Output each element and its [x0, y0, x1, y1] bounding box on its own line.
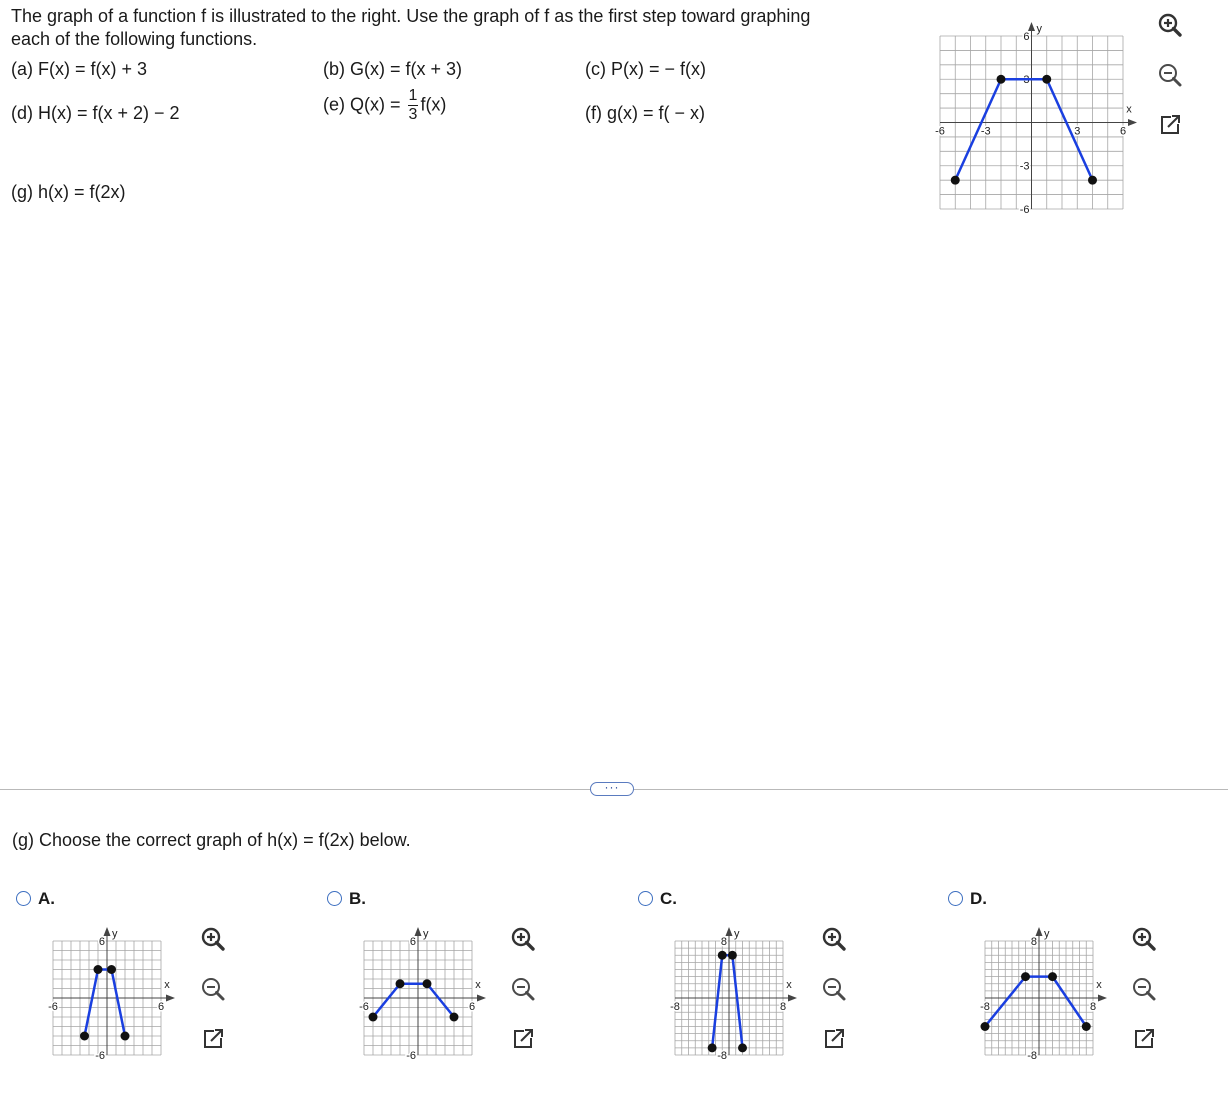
endpoint-dot — [1042, 75, 1051, 84]
y-axis-label: y — [423, 928, 429, 940]
y-axis-label: y — [112, 928, 118, 940]
endpoint-dot — [738, 1043, 747, 1052]
zoom-in-icon[interactable] — [1156, 11, 1184, 39]
y-tick-label: 8 — [720, 935, 727, 948]
option-c[interactable] — [638, 889, 677, 909]
x-tick-label: -8 — [980, 1001, 990, 1013]
x-tick-label: -6 — [48, 1001, 58, 1013]
popout-icon[interactable] — [1130, 1025, 1158, 1053]
endpoint-dot — [396, 979, 405, 988]
part-b: (b) G(x) = f(x + 3) — [323, 59, 463, 79]
endpoint-dot — [708, 1043, 717, 1052]
option-c-label: C. — [660, 889, 677, 908]
popout-icon[interactable] — [820, 1025, 848, 1053]
option-b-radio[interactable] — [327, 891, 342, 906]
part-d: (d) H(x) = f(x + 2) − 2 — [11, 103, 180, 123]
y-axis-label: y — [734, 928, 740, 940]
y-axis-arrow — [1036, 927, 1043, 936]
x-tick-label: 3 — [1074, 125, 1081, 138]
problem-intro: The graph of a function f is illustrated to the right. Use the graph of f as the first step toward graphing each of the following functions. — [11, 6, 811, 49]
x-tick-label: 6 — [157, 1001, 165, 1013]
endpoint-dot — [1021, 972, 1030, 981]
show-more-button[interactable]: ··· — [590, 782, 634, 796]
option-d-graph — [972, 922, 1122, 1072]
x-tick-label: -3 — [980, 125, 991, 138]
part-f: (f) g(x) = f( − x) — [585, 103, 706, 123]
x-axis-arrow — [788, 995, 797, 1002]
x-axis-label: x — [1126, 103, 1132, 116]
x-axis-label: x — [475, 979, 481, 991]
x-tick-label: -6 — [935, 125, 945, 138]
zoom-out-icon[interactable] — [820, 975, 848, 1003]
option-d-radio[interactable] — [948, 891, 963, 906]
x-tick-label: 6 — [1119, 125, 1127, 138]
endpoint-dot — [369, 1013, 378, 1022]
function-curve — [85, 970, 126, 1037]
option-a-label: A. — [38, 889, 55, 908]
popout-icon[interactable] — [199, 1025, 227, 1053]
popout-icon[interactable] — [1156, 111, 1184, 139]
endpoint-dot — [728, 951, 737, 960]
endpoint-dot — [107, 965, 116, 974]
x-tick-label: -6 — [359, 1001, 369, 1013]
y-tick-label: 6 — [1023, 30, 1030, 43]
fraction-numerator: 1 — [408, 87, 418, 104]
x-axis-label: x — [164, 979, 170, 991]
endpoint-dot — [94, 965, 103, 974]
main-function-graph — [930, 12, 1142, 217]
option-c-graph — [662, 922, 812, 1072]
part-e — [323, 88, 446, 123]
zoom-out-icon[interactable] — [1156, 61, 1184, 89]
endpoint-dot — [951, 176, 960, 185]
y-tick-label: -6 — [406, 1049, 416, 1062]
x-tick-label: 8 — [779, 1001, 787, 1013]
x-axis-label: x — [786, 979, 792, 991]
y-tick-label: -6 — [1019, 203, 1030, 216]
endpoint-dot — [997, 75, 1006, 84]
y-axis-arrow — [104, 927, 111, 936]
x-tick-label: -8 — [670, 1001, 680, 1013]
endpoint-dot — [1088, 176, 1097, 185]
option-b[interactable] — [327, 889, 366, 909]
y-tick-label: 3 — [1023, 74, 1030, 87]
x-axis-arrow — [477, 995, 486, 1002]
zoom-in-icon[interactable] — [199, 925, 227, 953]
option-d-label: D. — [970, 889, 987, 908]
x-tick-label: 6 — [468, 1001, 476, 1013]
endpoint-dot — [718, 951, 727, 960]
fraction-denominator: 3 — [408, 106, 418, 123]
zoom-out-icon[interactable] — [199, 975, 227, 1003]
endpoint-dot — [121, 1032, 130, 1041]
endpoint-dot — [1048, 972, 1057, 981]
zoom-out-icon[interactable] — [1130, 975, 1158, 1003]
x-axis-arrow — [1128, 119, 1137, 126]
option-a[interactable] — [16, 889, 55, 909]
zoom-out-icon[interactable] — [509, 975, 537, 1003]
y-tick-label: -8 — [1027, 1049, 1037, 1062]
part-e-fraction — [408, 88, 419, 123]
y-axis-arrow — [1028, 22, 1035, 31]
endpoint-dot — [981, 1022, 990, 1031]
option-b-graph — [351, 922, 501, 1072]
y-tick-label: -6 — [95, 1049, 105, 1062]
option-a-graph — [40, 922, 190, 1072]
y-axis-label: y — [1044, 928, 1050, 940]
question-text: (g) Choose the correct graph of h(x) = f(2x) below. — [12, 830, 411, 850]
part-e-suffix: f(x) — [420, 94, 447, 115]
option-c-radio[interactable] — [638, 891, 653, 906]
x-tick-label: 8 — [1089, 1001, 1097, 1013]
endpoint-dot — [423, 979, 432, 988]
endpoint-dot — [1082, 1022, 1091, 1031]
endpoint-dot — [80, 1032, 89, 1041]
x-axis-arrow — [166, 995, 175, 1002]
option-b-label: B. — [349, 889, 366, 908]
part-a: (a) F(x) = f(x) + 3 — [11, 59, 148, 79]
y-tick-label: 6 — [98, 935, 105, 948]
part-g: (g) h(x) = f(2x) — [11, 182, 126, 202]
endpoint-dot — [450, 1013, 459, 1022]
part-e-prefix: (e) Q(x) = — [323, 94, 401, 115]
y-axis-arrow — [415, 927, 422, 936]
option-d[interactable] — [948, 889, 987, 909]
zoom-in-icon[interactable] — [820, 925, 848, 953]
zoom-in-icon[interactable] — [509, 925, 537, 953]
y-tick-label: 6 — [409, 935, 416, 948]
option-a-radio[interactable] — [16, 891, 31, 906]
y-tick-label: -8 — [717, 1049, 727, 1062]
x-axis-label: x — [1096, 979, 1102, 991]
popout-icon[interactable] — [509, 1025, 537, 1053]
x-axis-arrow — [1098, 995, 1107, 1002]
zoom-in-icon[interactable] — [1130, 925, 1158, 953]
y-tick-label: -3 — [1019, 160, 1030, 173]
y-axis-arrow — [726, 927, 733, 936]
part-c: (c) P(x) = − f(x) — [585, 59, 706, 79]
y-tick-label: 8 — [1030, 935, 1037, 948]
y-axis-label: y — [1036, 23, 1042, 35]
